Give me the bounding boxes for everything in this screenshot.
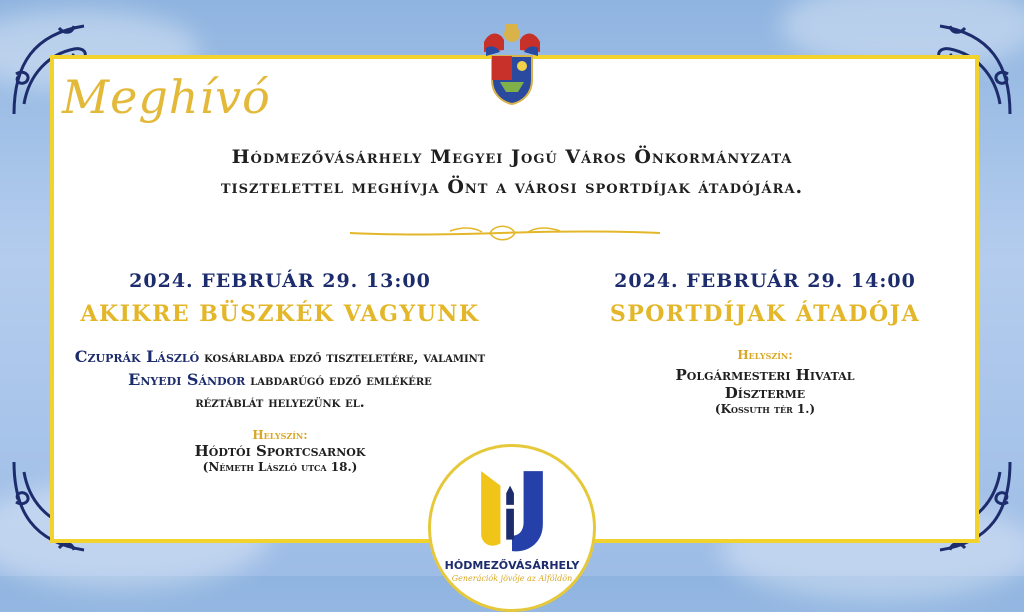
location-label: Helyszín: <box>252 428 308 442</box>
location-address: (Németh László utca 18.) <box>202 460 358 474</box>
location-name: Hódtói Sportcsarnok <box>194 442 366 460</box>
location-address: (Kossuth tér 1.) <box>714 402 816 416</box>
coat-of-arms-icon <box>478 22 546 106</box>
logo-wordmark: HÓDMEZŐVÁSÁRHELY <box>444 559 580 572</box>
event-left-headline-wrap <box>60 301 500 327</box>
honoree-1: Czuprák László <box>74 347 200 366</box>
event-right-date: 2024. FEBRUÁR 29. 14:00 <box>614 270 916 292</box>
invitation-title: Meghívó <box>62 70 271 124</box>
description-text-2: labdarúgó edző emlékére <box>245 373 432 389</box>
event-left-description <box>60 346 500 414</box>
description-text-3: réztáblát helyezünk el. <box>195 395 365 411</box>
honoree-2: Enyedi Sándor <box>128 370 246 389</box>
event-left <box>60 270 500 292</box>
intro-line-2: tisztelettel meghívja Önt a városi sportdíjak átadójára. <box>220 176 804 198</box>
event-left-date: 2024. FEBRUÁR 29. 13:00 <box>129 270 431 292</box>
event-left-headline: AKIKRE BÜSZKÉK VAGYUNK <box>80 301 480 327</box>
event-right-headline-wrap <box>545 301 985 327</box>
intro-line-1: Hódmezővásárhely Megyei Jogú Város Önkormányzata <box>231 146 793 168</box>
event-right-location <box>545 348 985 416</box>
logo-tagline: Generációk jövője az Alföldön <box>451 574 573 583</box>
event-right <box>545 270 985 292</box>
city-logo <box>428 444 596 612</box>
location-name-line-2: Díszterme <box>724 384 806 402</box>
location-name-line-1: Polgármesteri Hivatal <box>675 366 855 384</box>
description-text-1: kosárlabda edző tiszteletére, valamint <box>199 350 486 366</box>
location-label: Helyszín: <box>737 348 793 362</box>
event-right-headline: SPORTDÍJAK ÁTADÓJA <box>609 301 921 327</box>
ornamental-divider <box>350 222 660 244</box>
